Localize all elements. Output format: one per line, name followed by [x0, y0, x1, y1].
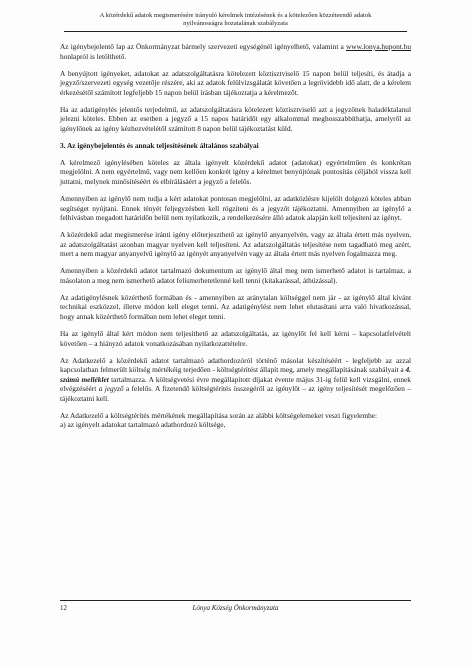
paragraph-text: tartalmazza. A költségvetési évre megállapított díjakat évente május 31-ig felül kell vizsgálni, ennek elvégzéséért [60, 374, 411, 394]
page-number: 12 [60, 604, 67, 612]
paragraph-extension: Ha az adatigénylés jelentős terjedelmű, az adatszolgáltatásra kötelezett köztisztviselő azt a jegyzőnek haladéktalanul jelezni köteles. Ebben az esetben a jegyző a 15 napos határidőt egy alkalommal meghosszabbíthatja, amelyről az igénylőnek az igény kézhezvételétől számított 8 napon belül tájékoztatást küld. [60, 104, 411, 133]
paragraph-request-specification: A kérelmező igénylésében köteles az általa igényelt közérdekű adatot (adatokat) egyértelműen és konkrétan megjelölni. A nem egyértelmű, vagy nem kellően konkrét igény a kérelmet benyújtónak pontosítás céljából vissza kell juttatni, melynek minősítéséért és elbírálásáért a jegyző a felelős. [60, 157, 411, 187]
document-body [60, 42, 411, 438]
header-line-2: nyilvánosságra hozatalának szabályzata [183, 20, 288, 28]
paragraph-cost-elements: Az Adatkezelő a költségtérítés mértékének megállapítása során az alábbi költségelemeket veszi figyelembe: [60, 410, 378, 420]
paragraph-request-form [60, 42, 411, 61]
paragraph-text: Az Adatkezelő a közérdekű adatot tartalmazó adathordozóról történő másolat készítéséért - legfeljebb az azzal kapcsolatban felmerült költség mértékéig terjedően - költségtérítést állapít meg, amely megállapításának szabályait a [60, 355, 411, 375]
paragraph-text: a felelős. A fizetendő költségtérítés összegéről az igénylőt – az igény teljesítését megelőzően – tájékoztatni kell. [60, 384, 411, 403]
list-item-a: a) az igényelt adatokat tartalmazó adathordozó költsége, [60, 420, 226, 430]
website-link[interactable]: www.lonya.hupont.hu [346, 42, 411, 51]
footer-title: Lónya Község Önkormányzata [192, 604, 279, 612]
annex-reference: 4. számú melléklet [60, 365, 411, 384]
page-footer [60, 600, 411, 613]
paragraph-redaction: Amennyiben a közérdekű adatot tartalmazó dokumentum az igénylő által meg nem ismerhető adatot is tartalmaz, a másolaton a meg nem ismerhető adatot felismerhetetlenné kell tenni (kitakarással, áthúzással). [60, 266, 411, 285]
paragraph-alternative-method: Ha az igénylő által kért módon nem teljesíthető az adatszolgáltatás, az igénylőt fel kell kérni – kapcsolatfelvételt követően – a hiányzó adatok vonatkozásában nyilatkozattételre. [60, 329, 411, 348]
paragraph-text: honlapról is letölthető. [60, 51, 127, 61]
section-heading: 3. Az igénybejelentés és annak teljesítésének általános szabályai [60, 140, 259, 150]
header-line-1: A közérdekű adatok megismerésére irányuló kérelmek intézésének és a kötelezően közzéteendő adatok [99, 12, 372, 19]
paragraph-cost-reimbursement [60, 356, 411, 404]
paragraph-assistance: Amennyiben az igénylő nem tudja a kért adatokat pontosan megjelölni, az adatközlésre kijelölt dolgozó köteles abban segítséget nyújtani. Ennek tényét feljegyzésben kell rögzíteni és a jegyzőt tájékoztatni. Amennyiben az igénylő a felhívásban megadott határidőn belül nem nyilatkozik, a rendelkezésére álló adatok alapján kell teljesíteni az igényt. [60, 194, 411, 223]
paragraph-comprehensible-form: Az adatigénylésnek közérthető formában és - amennyiben az aránytalan költséggel nem jár - az igénylő által kívánt technikai eszközzel, illetve módon kell eleget tenni. Az adatigénylést nem lehet elutasítani arra való hivatkozással, hogy annak közérthető formában nem lehet eleget tenni. [60, 292, 411, 322]
paragraph-processing: A benyújtott igényeket, adatokat az adatszolgáltatásra kötelezett köztisztviselő 15 napon belül teljesíti, és átadja a jegyző/szervezeti egység vezetője részére, aki az adatok felülvizsgálatát követően a legrövidebb idő alatt, de a kérelem érkezésétől számított legfeljebb 15 napon belül írásban tájékoztatja a kérelmezőt. [60, 68, 411, 97]
running-header [64, 12, 407, 32]
responsible-party: a jegyző [98, 384, 124, 394]
paragraph-text: Az igénybejelentő lap az Önkormányzat bármely szervezeti egységénél igényelhető, valamint a [60, 42, 346, 51]
paragraph-language: A közérdekű adat megismerése iránti igény előterjeszthető az igénylő anyanyelvén, vagy az általa értett más nyelven, az adatszolgáltatást azonban magyar nyelven kell teljesíteni. Az adatszolgáltatás teljesítése nem tagadható meg azért, mert a nem magyar anyanyelvű igénylő az igényét anyanyelvén vagy az általa értett más nyelven fogalmazza meg. [60, 230, 411, 259]
